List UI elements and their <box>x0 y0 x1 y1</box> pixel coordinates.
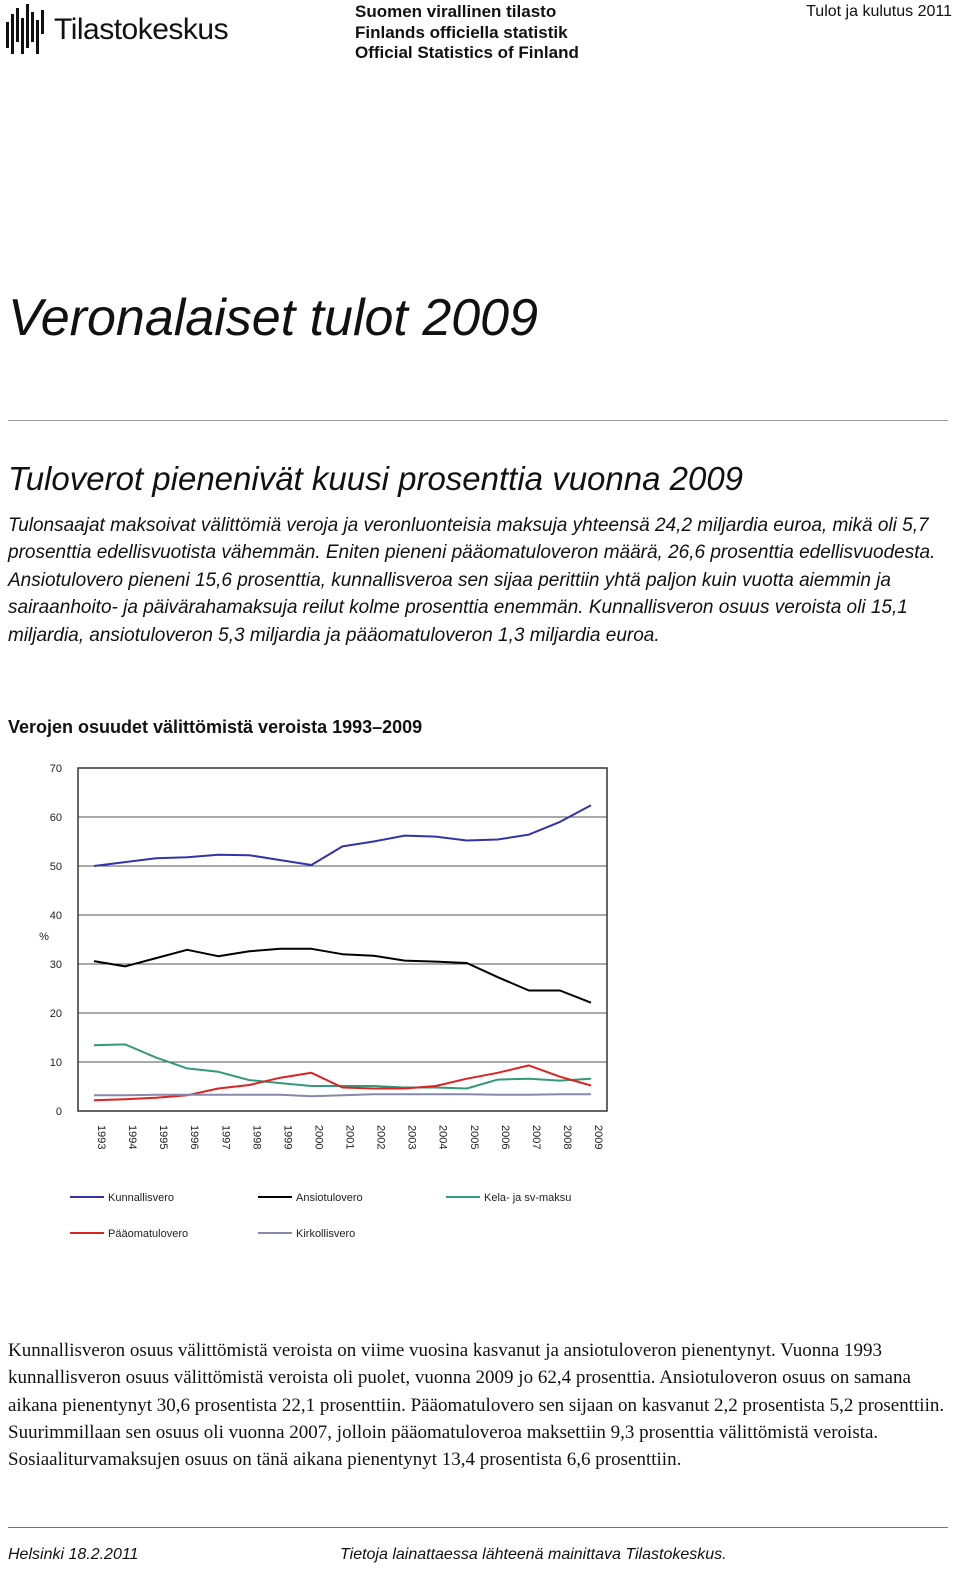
x-tick-label: 2004 <box>436 1125 449 1150</box>
tax-share-line-chart <box>0 750 620 1260</box>
series-line-2 <box>94 949 591 1003</box>
legend-label: Kirkollisvero <box>296 1228 356 1240</box>
x-tick-label: 2005 <box>467 1125 480 1150</box>
official-statistics-label <box>355 2 579 64</box>
x-tick-label: 1995 <box>157 1125 170 1150</box>
title-divider <box>8 420 948 421</box>
legend-label: Ansiotulovero <box>296 1192 363 1204</box>
y-tick-label: 20 <box>49 1008 62 1020</box>
y-tick-label: 10 <box>49 1057 62 1069</box>
x-tick-label: 2000 <box>312 1125 325 1150</box>
footer-divider <box>8 1527 948 1528</box>
y-tick-label: 50 <box>49 861 62 873</box>
x-tick-label: 2001 <box>343 1125 356 1150</box>
footer-citation: Tietoja lainattaessa lähteenä mainittava Tilastokeskus. <box>340 1546 727 1563</box>
footer-date: Helsinki 18.2.2011 <box>8 1546 139 1563</box>
x-tick-label: 1999 <box>281 1125 294 1150</box>
publication-name: Tulot ja kulutus 2011 <box>806 3 952 20</box>
series-line-1 <box>94 805 591 866</box>
x-tick-label: 1994 <box>126 1125 139 1150</box>
y-tick-label: 30 <box>49 959 62 971</box>
lead-paragraph: Tulonsaajat maksoivat välittömiä veroja ja veronluonteisia maksuja yhteensä 24,2 miljardia euroa, mikä oli 5,7 prosenttia edellisvuotista vähemmän. Eniten pieneni pääomatuloveron määrä, 26,6 prosenttia edellisvuodesta. Ansiotulovero pieneni 15,6 prosenttia, kunnallisveroa sen sijaa perittiin yhtä paljon kuin vuotta aiemmin ja sairaanhoito- ja päivärahamaksuja reilut kolme prosenttia enemmän. Kunnallisveron osuus veroista oli 15,1 miljardia, ansiotuloveron 5,3 miljardia ja pääomatuloveron 1,3 miljardia euroa. <box>8 515 936 646</box>
x-tick-label: 2002 <box>374 1125 387 1150</box>
body-paragraph: Kunnallisveron osuus välittömistä veroista on viime vuosina kasvanut ja ansiotuloveron pienentynyt. Vuonna 1993 kunnallisveron osuus välittömistä veroista oli puolet, vuonna 2009 jo 62,4 prosenttia. Ansiotuloveron osuus on samana aikana pienentynyt 30,6 prosentista 22,1 prosenttiin. Pääomatulovero sen sijaan on kasvanut 2,2 prosentista 5,2 prosenttiin. Suurimmillaan sen osuus oli vuonna 2007, jolloin pääomatuloveroa maksettiin 9,3 prosenttia välittömistä veroista. Sosiaaliturvamaksujen osuus on tänä aikana pienentynyt 13,4 prosentista 6,6 prosenttiin. <box>8 1340 945 1471</box>
y-tick-label: 60 <box>49 812 62 824</box>
x-tick-label: 1998 <box>250 1125 263 1150</box>
logo-bars-icon <box>6 4 50 56</box>
x-tick-label: 2006 <box>498 1125 511 1150</box>
article-subtitle: Tuloverot pienenivät kuusi prosenttia vuonna 2009 <box>8 460 744 497</box>
y-tick-label: 0 <box>55 1106 62 1118</box>
x-tick-label: 1997 <box>219 1125 232 1150</box>
official-line-en: Official Statistics of Finland <box>355 43 579 62</box>
legend-label: Pääomatulovero <box>108 1228 189 1240</box>
y-tick-label: 40 <box>49 910 62 922</box>
series-line-3 <box>94 1044 591 1088</box>
y-tick-label: 70 <box>49 763 62 775</box>
y-axis-label: % <box>39 931 49 943</box>
x-tick-label: 1993 <box>95 1125 107 1150</box>
page-title: Veronalaiset tulot 2009 <box>8 289 539 347</box>
chart-heading: Verojen osuudet välittömistä veroista 1993–2009 <box>8 717 423 737</box>
page-header <box>0 0 960 70</box>
official-line-sv: Finlands officiella statistik <box>355 22 568 42</box>
official-line-fi: Suomen virallinen tilasto <box>355 2 557 21</box>
logo-text: Tilastokeskus <box>54 13 229 46</box>
x-tick-label: 2009 <box>592 1125 604 1150</box>
legend-label: Kela- ja sv-maksu <box>484 1192 572 1204</box>
x-tick-label: 2007 <box>529 1125 542 1150</box>
x-tick-label: 2008 <box>560 1125 573 1150</box>
legend-label: Kunnallisvero <box>108 1192 175 1204</box>
x-tick-label: 2003 <box>405 1125 418 1150</box>
statistics-finland-logo <box>6 4 241 56</box>
plot-frame <box>78 768 607 1111</box>
x-tick-label: 1996 <box>188 1125 201 1150</box>
